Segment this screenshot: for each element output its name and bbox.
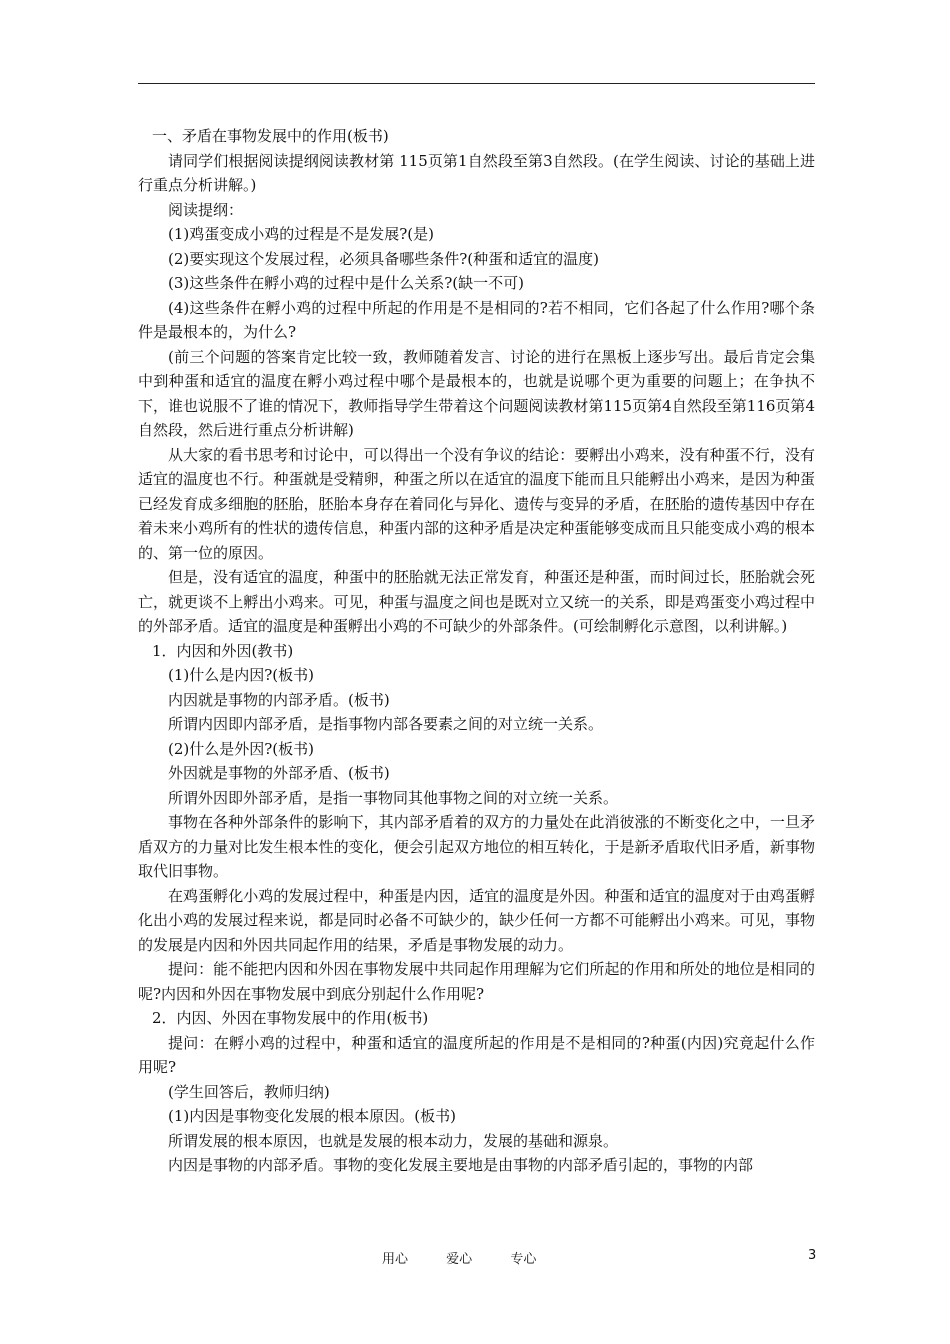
header-rule bbox=[138, 83, 815, 84]
section-heading: 一、矛盾在事物发展中的作用(板书) bbox=[152, 127, 389, 145]
paragraph: (前三个问题的答案肯定比较一致，教师随着发言、讨论的进行在黑板上逐步写出。最后肯定会集中到种蛋和适宜的温度在孵小鸡过程中哪个是最根本的，也就是说哪个更为重要的问题上；在争执不下，谁也说服不了谁的情况下，教师指导学生带着这个问题阅读教材第115页第4自然段至第116页第4自然段，然后进行重点分析讲解) bbox=[138, 347, 815, 439]
paragraph: 内因就是事物的内部矛盾。(板书) bbox=[168, 690, 390, 709]
paragraph: 阅读提纲： bbox=[168, 200, 244, 219]
paragraph: (2)什么是外因?(板书) bbox=[168, 739, 314, 758]
paragraph: 但是，没有适宜的温度，种蛋中的胚胎就无法正常发育，种蛋还是种蛋，而时间过长，胚胎就会死亡，就更谈不上孵出小鸡来。可见，种蛋与温度之间也是既对立又统一的关系，即是鸡蛋变小鸡过程中的外部矛盾。适宜的温度是种蛋孵出小鸡的不可缺少的外部条件。(可绘制孵化示意图，以利讲解。) bbox=[138, 568, 815, 635]
footer-motto-3: 专心 bbox=[510, 1252, 537, 1267]
paragraph: (1)内因是事物变化发展的根本原因。(板书) bbox=[168, 1107, 456, 1125]
footer-motto-1: 用心 bbox=[382, 1252, 409, 1267]
paragraph: 从大家的看书思考和讨论中，可以得出一个没有争议的结论：要孵出小鸡来，没有种蛋不行，没有适宜的温度也不行。种蛋就是受精卵，种蛋之所以在适宜的温度下能而且只能孵出小鸡来，是因为种蛋已经发育成多细胞的胚胎，胚胎本身存在着同化与异化、遗传与变异的矛盾，在胚胎的遗传基因中存在着未来小鸡所有的性状的遗传信息，种蛋内部的这种矛盾是决定种蛋能够变成而且只能变成小鸡的根本的、第一位的原因。 bbox=[138, 445, 815, 562]
paragraph: 外因就是事物的外部矛盾、(板书) bbox=[168, 764, 390, 782]
paragraph: 在鸡蛋孵化小鸡的发展过程中，种蛋是内因，适宜的温度是外因。种蛋和适宜的温度对于由鸡蛋孵化出小鸡的发展过程来说，都是同时必备不可缺少的，缺少任何一方都不可能孵出小鸡来。可见，事物的发展是内因和外因共同起作用的结果，矛盾是事物发展的动力。 bbox=[138, 886, 815, 954]
paragraph: (4)这些条件在孵小鸡的过程中所起的作用是不是相同的?若不相同，它们各起了什么作用?哪个条件是最根本的，为什么? bbox=[138, 298, 815, 341]
paragraph: 请同学们根据阅读提纲阅读教材第 115页第1自然段至第3自然段。(在学生阅读、讨论的基础上进行重点分析讲解。) bbox=[138, 151, 815, 194]
paragraph: (2)要实现这个发展过程，必须具备哪些条件?(种蛋和适宜的温度) bbox=[168, 249, 599, 268]
paragraph: 所谓内因即内部矛盾，是指事物内部各要素之间的对立统一关系。 bbox=[168, 715, 604, 733]
section-heading: 1．内因和外因(教书) bbox=[152, 641, 294, 660]
paragraph: 事物在各种外部条件的影响下，其内部矛盾着的双方的力量处在此消彼涨的不断变化之中，一旦矛盾双方的力量对比发生根本性的变化，便会引起双方地位的相互转化，于是新矛盾取代旧矛盾，新事物取代旧事物。 bbox=[138, 813, 815, 880]
paragraph: (1)鸡蛋变成小鸡的过程是不是发展?(是) bbox=[168, 225, 434, 243]
document-body bbox=[138, 124, 815, 1178]
paragraph: 所谓外因即外部矛盾，是指一事物同其他事物之间的对立统一关系。 bbox=[168, 788, 619, 807]
paragraph: 提问：在孵小鸡的过程中，种蛋和适宜的温度所起的作用是不是相同的?种蛋(内因)究竟起什么作用呢? bbox=[138, 1033, 815, 1076]
footer-motto-2: 爱心 bbox=[446, 1252, 473, 1267]
paragraph: 内因是事物的内部矛盾。事物的变化发展主要地是由事物的内部矛盾引起的，事物的内部 bbox=[168, 1156, 754, 1174]
paragraph: (1)什么是内因?(板书) bbox=[168, 666, 314, 684]
paragraph: (学生回答后，教师归纳) bbox=[168, 1082, 330, 1101]
footer-motto bbox=[382, 1248, 570, 1267]
paragraph: 提问：能不能把内因和外因在事物发展中共同起作用理解为它们所起的作用和所处的地位是相同的呢?内因和外因在事物发展中到底分别起什么作用呢? bbox=[138, 960, 815, 1003]
paragraph: (3)这些条件在孵小鸡的过程中是什么关系?(缺一不可) bbox=[168, 274, 524, 292]
paragraph: 所谓发展的根本原因，也就是发展的根本动力，发展的基础和源泉。 bbox=[168, 1131, 619, 1150]
section-heading: 2．内因、外因在事物发展中的作用(板书) bbox=[152, 1009, 429, 1027]
page-number: 3 bbox=[808, 1248, 817, 1263]
